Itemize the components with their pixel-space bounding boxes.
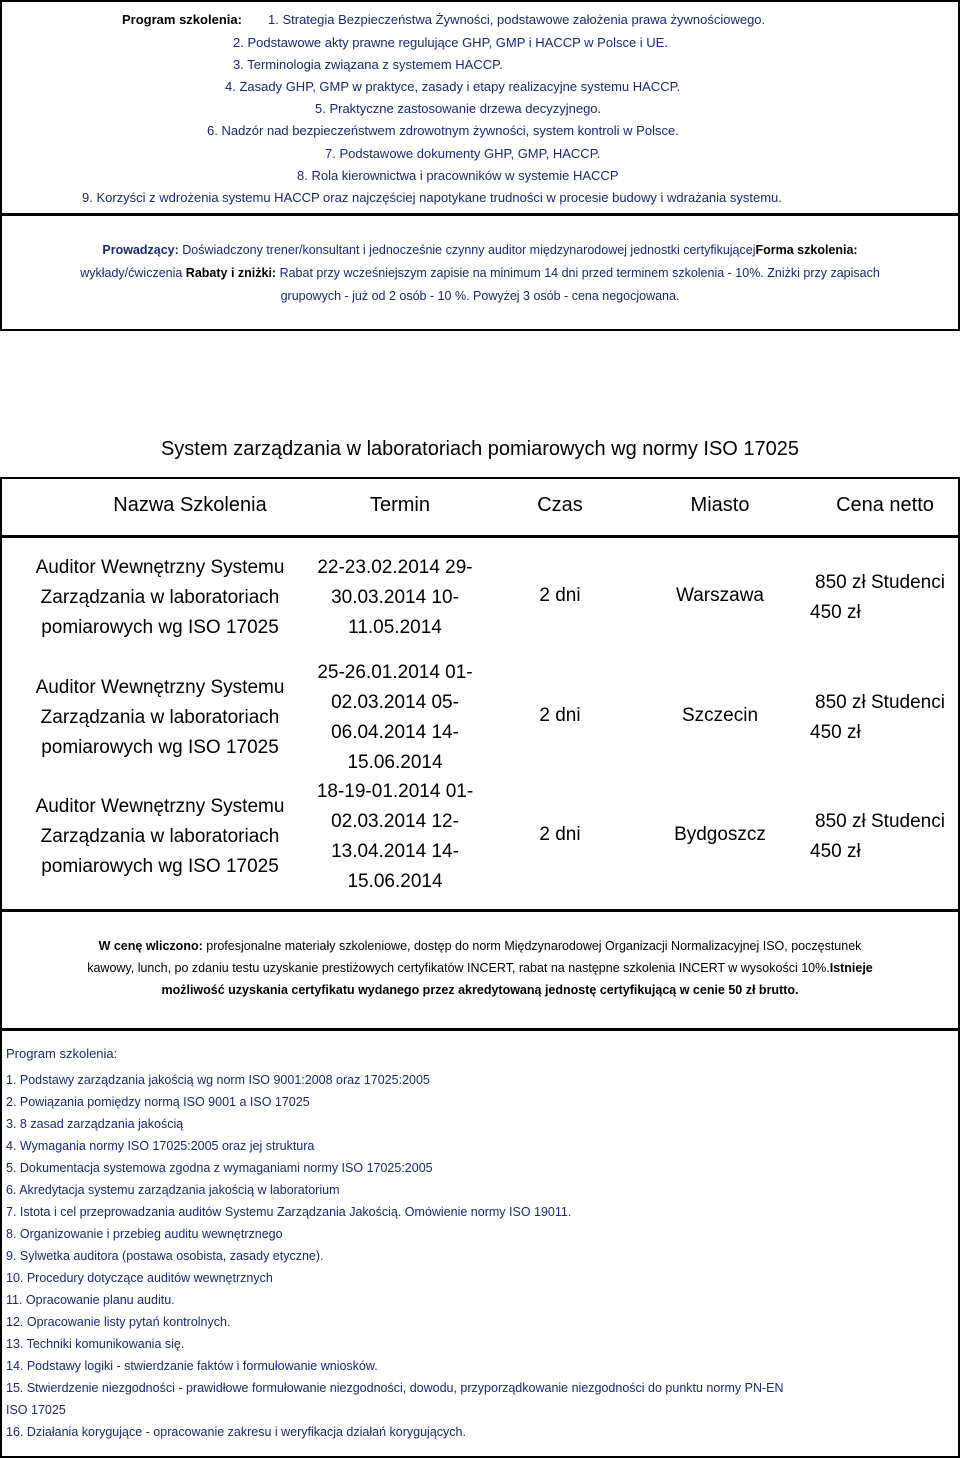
program-label bbox=[122, 12, 242, 28]
course-name-line: pomiarowych wg ISO 17025 bbox=[41, 856, 279, 877]
course-name-line: pomiarowych wg ISO 17025 bbox=[41, 617, 279, 638]
course-city: Bydgoszcz bbox=[674, 824, 766, 845]
program2-item: 5. Dokumentacja systemowa zgodna z wymaganiami normy ISO 17025:2005 bbox=[6, 1161, 433, 1175]
course-name-line: Auditor Wewnętrzny Systemu bbox=[35, 796, 285, 817]
program2-item: 13. Techniki komunikowania się. bbox=[6, 1337, 185, 1351]
program2-item: 14. Podstawy logiki - stwierdzanie faktów i formułowanie wniosków. bbox=[6, 1359, 378, 1373]
course-name-line: pomiarowych wg ISO 17025 bbox=[41, 737, 279, 758]
date-line: 30.03.2014 10- bbox=[331, 587, 459, 608]
header-city: Miasto bbox=[690, 494, 750, 516]
included-line-1 bbox=[6, 935, 954, 957]
program-item: 1. Strategia Bezpieczeństwa Żywności, podstawowe założenia prawa żywnościowego. bbox=[268, 12, 766, 27]
included-label: W cenę wliczono: bbox=[98, 939, 203, 953]
course-dates bbox=[305, 658, 485, 778]
program-item: 2. Podstawowe akty prawne regulujące GHP, GMP i HACCP w Polsce i UE. bbox=[233, 35, 668, 50]
program2-item: 12. Opracowanie listy pytań kontrolnych. bbox=[6, 1315, 231, 1329]
program2-item: 8. Organizowanie i przebieg auditu wewnętrznego bbox=[6, 1227, 283, 1241]
included-line-3 bbox=[6, 979, 954, 1001]
trainer-text: Doświadczony trener/konsultant i jednocześnie czynny auditor międzynarodowej jednostki certyfikującej bbox=[178, 243, 756, 257]
rabat-label: Rabaty i zniżki: bbox=[185, 266, 277, 280]
course-price bbox=[800, 688, 960, 748]
included-text-1: profesjonalne materiały szkoleniowe, dostęp do norm Międzynarodowej Organizacji Normalizacyjnej ISO, poczęstunek bbox=[202, 939, 862, 953]
course-dates bbox=[305, 553, 485, 643]
program2-item: 3. 8 zasad zarządzania jakością bbox=[6, 1117, 184, 1131]
program2-label: Program szkolenia: bbox=[6, 1046, 118, 1061]
course-name bbox=[10, 792, 310, 882]
form-text: wykłady/ćwiczenia bbox=[80, 266, 186, 280]
date-line: 06.04.2014 14- bbox=[331, 722, 459, 743]
price-line: 850 zł Studenci bbox=[815, 811, 945, 832]
program2-item: 9. Sylwetka auditora (postawa osobista, zasady etyczne). bbox=[6, 1249, 324, 1263]
certificate-note-2: możliwość uzyskania certyfikatu wydanego przez akredytowaną jednostę certyfikującą w cenie 50 zł brutto. bbox=[161, 983, 799, 997]
price-line: 850 zł Studenci bbox=[815, 572, 945, 593]
program2-item: 15. Stwierdzenie niezgodności - prawidłowe formułowanie niezgodności, dowodu, przyporządkowanie niezgodności do punktu normy PN-EN bbox=[6, 1381, 784, 1395]
course-city: Warszawa bbox=[676, 585, 764, 606]
header-name: Nazwa Szkolenia bbox=[113, 494, 267, 516]
program2-item: 1. Podstawy zarządzania jakością wg norm ISO 9001:2008 oraz 17025:2005 bbox=[6, 1073, 430, 1087]
header-price: Cena netto bbox=[836, 494, 934, 516]
date-line: 13.04.2014 14- bbox=[331, 841, 459, 862]
program-label-text: Program szkolenia: bbox=[122, 12, 242, 27]
date-line: 22-23.02.2014 29- bbox=[317, 557, 473, 578]
price-line: 450 zł bbox=[810, 602, 861, 623]
program-item: 3. Terminologia związana z systemem HACCP. bbox=[233, 57, 503, 72]
rabat-line bbox=[6, 263, 954, 283]
course-duration: 2 dni bbox=[539, 705, 581, 726]
form-label: Forma szkolenia: bbox=[755, 243, 858, 257]
header-time: Czas bbox=[537, 494, 583, 516]
program2-item: 10. Procedury dotyczące auditów wewnętrznych bbox=[6, 1271, 273, 1285]
rabat-text: Rabat przy wcześniejszym zapisie na minimum 14 dni przed terminem szkolenia - 10%. Zniżki przy zapisach bbox=[276, 266, 880, 280]
course-price bbox=[800, 807, 960, 867]
header-term: Termin bbox=[369, 494, 430, 516]
program2-item: 4. Wymagania normy ISO 17025:2005 oraz jej struktura bbox=[6, 1139, 315, 1153]
course-dates bbox=[305, 777, 485, 897]
program2-item: 11. Opracowanie planu auditu. bbox=[6, 1293, 175, 1307]
program-item: 5. Praktyczne zastosowanie drzewa decyzyjnego. bbox=[315, 101, 602, 116]
course-duration: 2 dni bbox=[539, 824, 581, 845]
program2-item: 6. Akredytacja systemu zarządzania jakością w laboratorium bbox=[6, 1183, 340, 1197]
course-name bbox=[10, 553, 310, 643]
included-text bbox=[6, 935, 954, 1001]
course-name-line: Zarządzania w laboratoriach bbox=[40, 587, 280, 608]
program2-item: 7. Istota i cel przeprowadzania auditów Systemu Zarządzania Jakością. Omówienie normy ISO 19011. bbox=[6, 1205, 572, 1219]
course-city: Szczecin bbox=[681, 705, 759, 726]
course-price bbox=[800, 568, 960, 628]
course-name bbox=[10, 673, 310, 763]
program2-item: ISO 17025 bbox=[6, 1403, 66, 1417]
price-line: 450 zł bbox=[810, 722, 861, 743]
course-name-line: Zarządzania w laboratoriach bbox=[40, 707, 280, 728]
program2-item: 16. Działania korygujące - opracowanie zakresu i weryfikacja działań korygujących. bbox=[6, 1425, 466, 1439]
trainer-line bbox=[6, 240, 954, 260]
program-item: 4. Zasady GHP, GMP w praktyce, zasady i etapy realizacyjne systemu HACCP. bbox=[225, 79, 681, 94]
date-line: 25-26.01.2014 01- bbox=[317, 662, 473, 683]
date-line: 11.05.2014 bbox=[348, 617, 442, 638]
included-text-2: kawowy, lunch, po zdaniu testu uzyskanie prestiżowych certyfikatów INCERT, rabat na następne szkolenia INCERT w wysokości 10%. bbox=[87, 961, 830, 975]
program-item: 8. Rola kierownictwa i pracowników w systemie HACCP bbox=[297, 168, 619, 183]
program-item: 6. Nadzór nad bezpieczeństwem zdrowotnym żywności, system kontroli w Polsce. bbox=[207, 123, 679, 138]
certificate-note-1: Istnieje bbox=[829, 961, 873, 975]
date-line: 02.03.2014 05- bbox=[331, 692, 459, 713]
course-name-line: Zarządzania w laboratoriach bbox=[40, 826, 280, 847]
course-duration: 2 dni bbox=[539, 585, 581, 606]
course-name-line: Auditor Wewnętrzny Systemu bbox=[35, 557, 285, 578]
date-line: 18-19-01.2014 01- bbox=[316, 781, 474, 802]
included-line-2 bbox=[6, 957, 954, 979]
program-item: 9. Korzyści z wdrożenia systemu HACCP oraz najczęściej napotykane trudności w procesie budowy i wdrażania systemu. bbox=[82, 190, 782, 205]
price-line: 850 zł Studenci bbox=[815, 692, 945, 713]
course-name-line: Auditor Wewnętrzny Systemu bbox=[35, 677, 285, 698]
rabat-line-2: grupowych - już od 2 osób - 10 %. Powyżej 3 osób - cena negocjowana. bbox=[280, 289, 680, 303]
date-line: 15.06.2014 bbox=[347, 871, 443, 892]
page-title: System zarządzania w laboratoriach pomiarowych wg normy ISO 17025 bbox=[160, 438, 800, 460]
date-line: 02.03.2014 12- bbox=[331, 811, 459, 832]
program-item: 7. Podstawowe dokumenty GHP, GMP, HACCP. bbox=[325, 146, 601, 161]
date-line: 15.06.2014 bbox=[347, 752, 443, 773]
trainer-label: Prowadzący: bbox=[102, 243, 179, 257]
price-line: 450 zł bbox=[810, 841, 861, 862]
program2-item: 2. Powiązania pomiędzy normą ISO 9001 a ISO 17025 bbox=[6, 1095, 310, 1109]
